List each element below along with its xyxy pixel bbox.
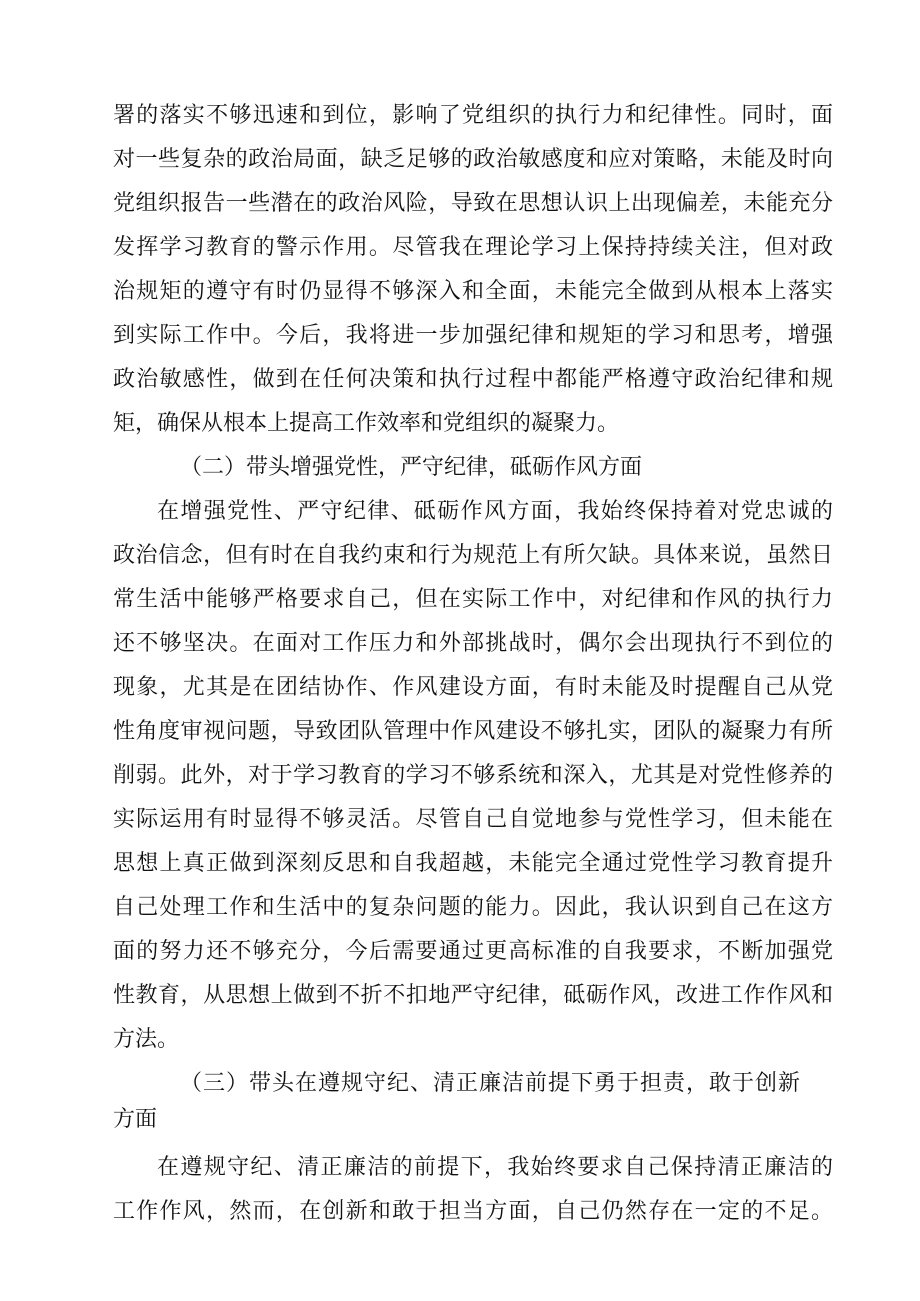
paragraph2-line-8: 实际运用有时显得不够灵活。尽管自己自觉地参与党性学习，但未能在 (113, 807, 833, 832)
paragraph1-line-1: 署的落实不够迅速和到位，影响了党组织的执行力和纪律性。同时，面 (113, 103, 833, 128)
paragraph1-line-7: 政治敏感性，做到在任何决策和执行过程中都能严格遵守政治纪律和规 (113, 367, 833, 392)
paragraph2-line-9: 思想上真正做到深刻反思和自我超越，未能完全通过党性学习教育提升 (113, 851, 833, 876)
paragraph2-line-3: 常生活中能够严格要求自己，但在实际工作中，对纪律和作风的执行力 (113, 587, 833, 612)
paragraph1-line-6: 到实际工作中。今后，我将进一步加强纪律和规矩的学习和思考，增强 (113, 323, 833, 348)
section-heading-3: （三）带头在遵规守纪、清正廉洁前提下勇于担责，敢于创新 (180, 1071, 800, 1096)
section-heading-3-continuation: 方面 (113, 1107, 158, 1132)
paragraph2-line-2: 政治信念，但有时在自我约束和行为规范上有所欠缺。具体来说，虽然日 (113, 543, 833, 568)
paragraph2-line-6: 性角度审视问题，导致团队管理中作风建设不够扎实，团队的凝聚力有所 (113, 719, 833, 744)
paragraph1-line-5: 治规矩的遵守有时仍显得不够深入和全面，未能完全做到从根本上落实 (113, 279, 833, 304)
paragraph2-line-7: 削弱。此外，对于学习教育的学习不够系统和深入，尤其是对党性修养的 (113, 763, 833, 788)
paragraph1-line-3: 党组织报告一些潜在的政治风险，导致在思想认识上出现偏差，未能充分 (113, 191, 833, 216)
paragraph2-line-10: 自己处理工作和生活中的复杂问题的能力。因此，我认识到自己在这方 (113, 895, 833, 920)
paragraph2-line-12: 性教育，从思想上做到不折不扣地严守纪律，砥砺作风，改进工作作风和 (113, 983, 833, 1008)
paragraph2-line-5: 现象，尤其是在团结协作、作风建设方面，有时未能及时提醒自己从党 (113, 675, 833, 700)
section-heading-2: （二）带头增强党性，严守纪律，砥砺作风方面 (180, 455, 643, 480)
paragraph3-line-1: 在遵规守纪、清正廉洁的前提下，我始终要求自己保持清正廉洁的 (157, 1155, 833, 1180)
paragraph1-line-4: 发挥学习教育的警示作用。尽管我在理论学习上保持持续关注，但对政 (113, 235, 833, 260)
paragraph1-line-2: 对一些复杂的政治局面，缺乏足够的政治敏感度和应对策略，未能及时向 (113, 147, 833, 172)
paragraph1-line-8: 矩，确保从根本上提高工作效率和党组织的凝聚力。 (113, 411, 620, 436)
paragraph2-line-4: 还不够坚决。在面对工作压力和外部挑战时，偶尔会出现执行不到位的 (113, 631, 833, 656)
paragraph2-line-13: 方法。 (113, 1027, 180, 1052)
paragraph3-line-2: 工作作风，然而，在创新和敢于担当方面，自己仍然存在一定的不足。 (113, 1199, 833, 1224)
paragraph2-line-1: 在增强党性、严守纪律、砥砺作风方面，我始终保持着对党忠诚的 (157, 499, 833, 524)
paragraph2-line-11: 面的努力还不够充分，今后需要通过更高标准的自我要求，不断加强党 (113, 939, 833, 964)
